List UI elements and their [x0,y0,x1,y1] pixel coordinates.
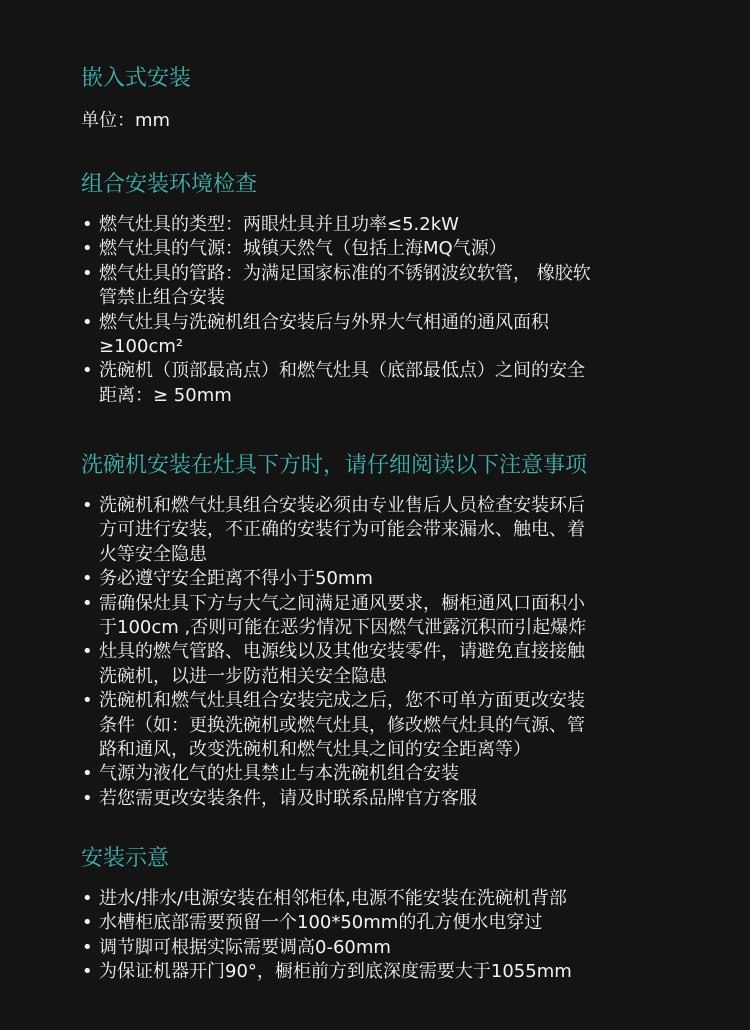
list-item: • 需确保灶具下方与大气之间满足通风要求，橱柜通风口面积小 于100cm ,否则可能在恶劣情况下因燃气泄露沉积而引起爆炸 [81,592,681,641]
list-item: • 调节脚可根据实际需要调高0-60mm [81,936,681,960]
section-title-embedded-install: 嵌入式安装 [81,66,192,91]
list-item: • 水槽柜底部需要预留一个100*50mm的孔方便水电穿过 [81,911,681,935]
list-item: • 为保证机器开门90°，橱柜前方到底深度需要大于1055mm [81,960,681,984]
list-item: • 灶具的燃气管路、电源线以及其他安装零件，请避免直接接触 洗碗机，以进一步防范相关安全隐患 [81,640,681,689]
install-diagram-list [81,887,681,985]
list-item: • 燃气灶具的管路：为满足国家标准的不锈钢波纹软管， 橡胶软 管禁止组合安装 [81,262,681,311]
list-item: • 洗碗机和燃气灶具组合安装完成之后，您不可单方面更改安装 条件（如：更换洗碗机或燃气灶具，修改燃气灶具的气源、管 路和通风，改变洗碗机和燃气灶具之间的安全距离等） [81,689,681,762]
list-item: • 进水/排水/电源安装在相邻柜体,电源不能安装在洗碗机背部 [81,887,681,911]
list-item: • 气源为液化气的灶具禁止与本洗碗机组合安装 [81,762,681,786]
section-title-install-diagram: 安装示意 [81,846,170,871]
section-title-precautions: 洗碗机安装在灶具下方时，请仔细阅读以下注意事项 [81,453,588,478]
list-item: • 洗碗机（顶部最高点）和燃气灶具（底部最低点）之间的安全 距离：≥ 50mm [81,359,681,408]
list-item: • 燃气灶具与洗碗机组合安装后与外界大气相通的通风面积 ≥100cm² [81,311,681,360]
list-item: • 若您需更改安装条件，请及时联系品牌官方客服 [81,787,681,811]
section-title-env-check: 组合安装环境检查 [81,172,258,197]
precautions-list [81,494,681,811]
env-check-list [81,213,681,408]
list-item: • 务必遵守安全距离不得小于50mm [81,567,681,591]
list-item: • 洗碗机和燃气灶具组合安装必须由专业售后人员检查安装环后 方可进行安装，不正确的安装行为可能会带来漏水、触电、着 火等安全隐患 [81,494,681,567]
list-item: • 燃气灶具的气源：城镇天然气（包括上海MQ气源） [81,237,681,261]
unit-label: 单位：mm [81,110,171,131]
list-item: • 燃气灶具的类型：两眼灶具并且功率≤5.2kW [81,213,681,237]
